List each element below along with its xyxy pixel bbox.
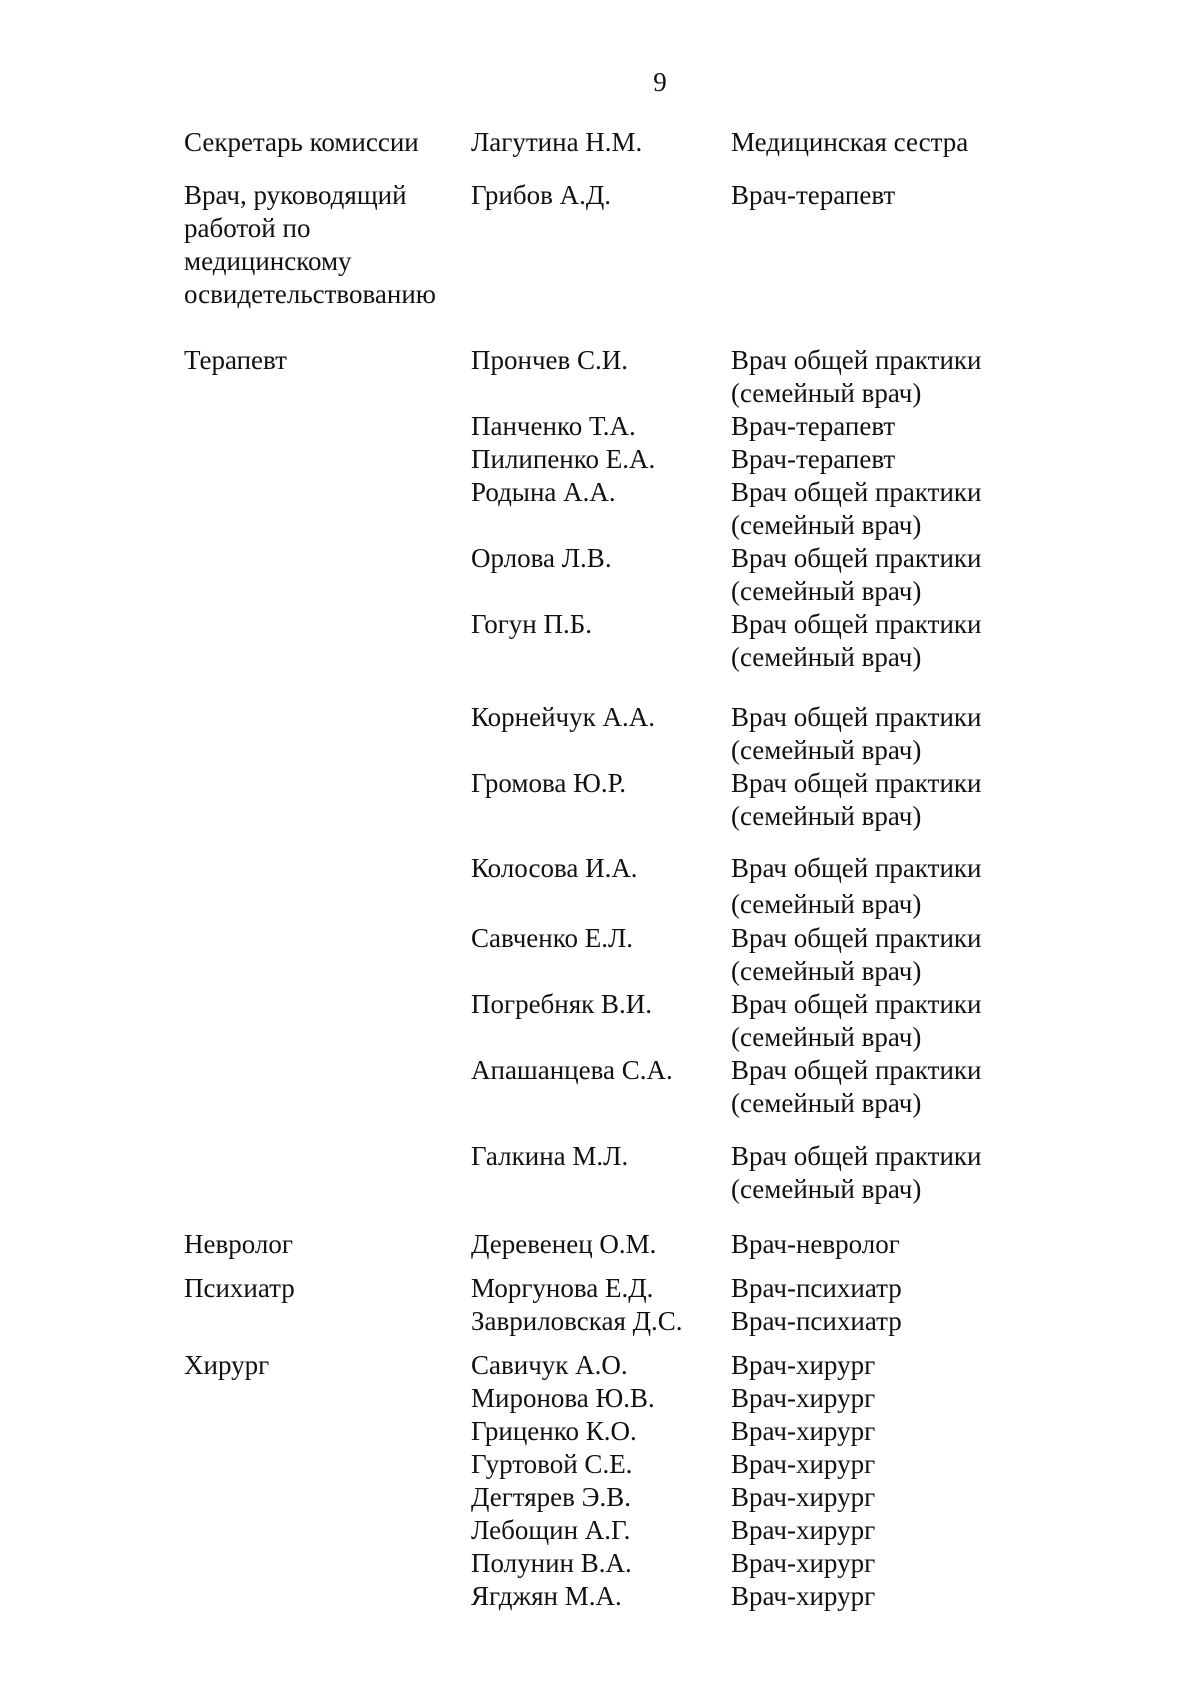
name-cell: Моргунова Е.Д. [471,1273,654,1303]
name-cell: Пилипенко Е.А. [471,444,656,474]
commission-table [184,126,1084,1613]
position-cell: Врач-терапевт [731,180,896,210]
table-row [184,608,1084,674]
table-row [184,701,1084,767]
name-cell: Савичук А.О. [471,1350,628,1380]
table-row [184,410,1084,443]
table-row [184,476,1084,542]
name-cell: Орлова Л.В. [471,543,612,573]
position-cell: Врач-хирург [731,1548,876,1578]
position-cell: Медицинская сестра [731,127,969,157]
table-row [184,1580,1084,1613]
role-cell: Психиатр [184,1273,295,1303]
role-cell [184,1481,471,1514]
role-cell [184,1054,471,1120]
name-cell: Погребняк В.И. [471,989,653,1019]
table-row [184,767,1084,833]
role-cell [184,410,471,443]
role-cell [184,1305,471,1338]
role-cell: Врач, руководящий работой по медицинскому освидетельствованию [184,180,436,309]
role-cell [184,1140,471,1206]
table-row [184,542,1084,608]
table-row [184,1305,1084,1338]
name-cell: Галкина М.Л. [471,1141,629,1171]
role-cell [184,988,471,1054]
position-cell: Врач-хирург [731,1416,876,1446]
role-cell [184,1415,471,1448]
table-row [184,1349,1084,1382]
position-cell: Врач общей практики (семейный врач) [731,702,982,765]
name-cell: Лагутина Н.М. [471,127,643,157]
position-cell: Врач общей практики (семейный врач) [731,543,982,606]
table-row [184,1054,1084,1120]
position-cell: Врач-хирург [731,1350,876,1380]
position-cell: Врач-психиатр [731,1273,902,1303]
table-row [184,850,1084,922]
role-cell [184,922,471,988]
position-cell: Врач общей практики (семейный врач) [731,853,982,919]
position-cell: Врач-хирург [731,1449,876,1479]
role-cell [184,850,471,922]
position-cell: Врач общей практики (семейный врач) [731,1055,982,1118]
position-cell: Врач-хирург [731,1581,876,1611]
table-row [184,443,1084,476]
name-cell: Апашанцева С.А. [471,1055,673,1085]
table-row [184,988,1084,1054]
name-cell: Завриловская Д.С. [471,1306,683,1336]
position-cell: Врач-хирург [731,1482,876,1512]
name-cell: Гриценко К.О. [471,1416,637,1446]
name-cell: Ягджян М.А. [471,1581,622,1611]
name-cell: Миронова Ю.В. [471,1383,655,1413]
role-cell: Секретарь комиссии [184,127,419,157]
position-cell: Врач-терапевт [731,411,896,441]
name-cell: Лебощин А.Г. [471,1515,631,1545]
name-cell: Деревенец О.М. [471,1229,657,1259]
name-cell: Грибов А.Д. [471,180,612,210]
role-cell [184,1514,471,1547]
position-cell: Врач общей практики (семейный врач) [731,768,982,831]
position-cell: Врач общей практики (семейный врач) [731,989,982,1052]
name-cell: Прончев С.И. [471,345,629,375]
table-row [184,126,1084,159]
position-cell: Врач общей практики (семейный врач) [731,1141,982,1204]
role-cell [184,767,471,833]
table-row [184,1514,1084,1547]
position-cell: Врач-психиатр [731,1306,902,1336]
name-cell: Родына А.А. [471,477,616,507]
position-cell: Врач-хирург [731,1383,876,1413]
page-number: 9 [653,67,667,97]
table-row [184,1272,1084,1305]
position-cell: Врач-терапевт [731,444,896,474]
position-cell: Врач общей практики (семейный врач) [731,477,982,540]
table-row [184,1481,1084,1514]
name-cell: Корнейчук А.А. [471,702,655,732]
table-row [184,1228,1084,1261]
table-row [184,922,1084,988]
role-cell: Терапевт [184,345,287,375]
position-cell: Врач общей практики (семейный врач) [731,923,982,986]
table-row [184,1547,1084,1580]
role-cell [184,1580,471,1613]
role-cell [184,608,471,674]
role-cell [184,443,471,476]
table-row [184,179,1084,311]
position-cell: Врач-хирург [731,1515,876,1545]
name-cell: Громова Ю.Р. [471,768,626,798]
role-cell: Невролог [184,1229,293,1259]
name-cell: Колосова И.А. [471,853,638,883]
name-cell: Гуртовой С.Е. [471,1449,633,1479]
name-cell: Панченко Т.А. [471,411,636,441]
table-row [184,1382,1084,1415]
role-cell [184,1382,471,1415]
name-cell: Савченко Е.Л. [471,923,634,953]
role-cell [184,1448,471,1481]
role-cell [184,476,471,542]
position-cell: Врач-невролог [731,1229,900,1259]
role-cell [184,701,471,767]
position-cell: Врач общей практики (семейный врач) [731,345,982,408]
name-cell: Дегтярев Э.В. [471,1482,631,1512]
name-cell: Гогун П.Б. [471,609,593,639]
role-cell [184,1547,471,1580]
role-cell: Хирург [184,1350,270,1380]
table-row [184,1140,1084,1206]
table-row [184,1448,1084,1481]
name-cell: Полунин В.А. [471,1548,632,1578]
role-cell [184,542,471,608]
position-cell: Врач общей практики (семейный врач) [731,609,982,672]
table-row [184,1415,1084,1448]
table-row [184,344,1084,410]
